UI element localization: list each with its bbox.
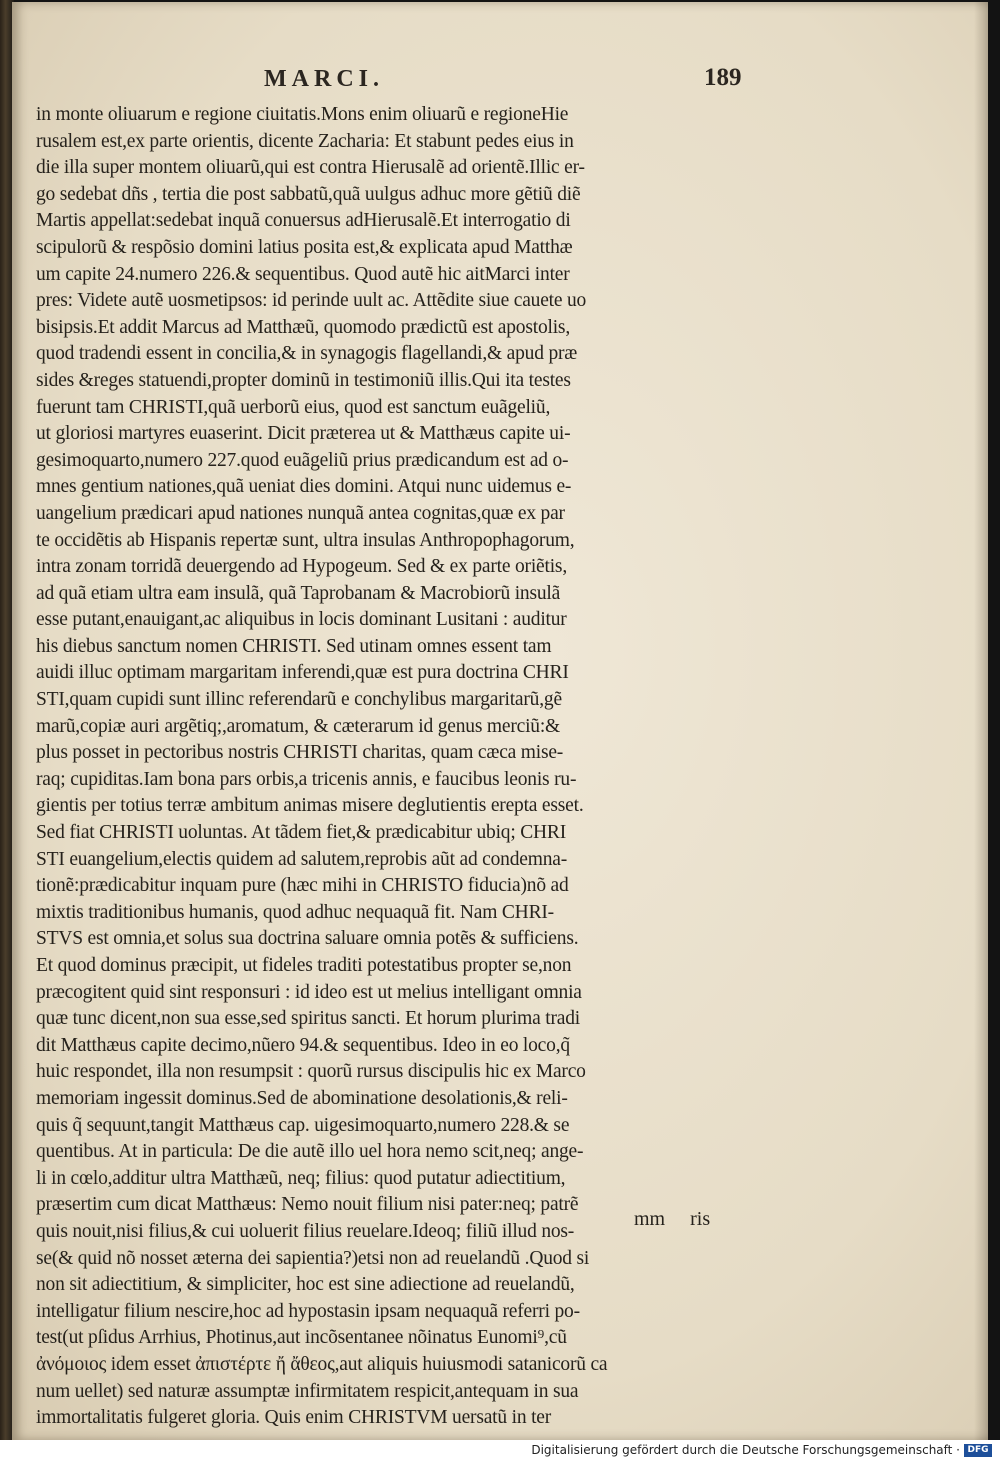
text-line: marũ,copiæ auri argẽtiq;,aromatum, & cæterarum id genus merciũ:&: [36, 715, 561, 737]
text-line: huic respondet, illa non resumpsit : quorũ rursus discipulis hic ex Marco: [36, 1061, 586, 1083]
text-line: sides &reges statuendi,propter dominũ in testimoniũ illis.Qui ita testes: [36, 369, 571, 391]
text-line: Sed fiat CHRISTI uoluntas. At tãdem fiet,& prædicabitur ubiq; CHRI: [36, 822, 567, 844]
text-line: te occidẽtis ab Hispanis repertæ sunt, ultra insulas Anthropophagorum,: [36, 529, 575, 551]
text-line: quod tradendi essent in concilia,& in synagogis flagellandi,& apud præ: [36, 343, 578, 365]
funding-note: Digitalisierung gefördert durch die Deutsche Forschungsgemeinschaft ·: [531, 1443, 960, 1457]
text-line: auidi illuc optimam margaritam inferendi,quæ est pura doctrina CHRI: [36, 662, 569, 684]
text-line: quentibus. At in particula: De die autẽ illo uel hora nemo scit,neq; ange-: [36, 1141, 584, 1163]
text-line: his diebus sanctum nomen CHRISTI. Sed utinam omnes essent tam: [36, 635, 552, 657]
book-page: [12, 2, 988, 1440]
catchword: mm ris: [634, 1208, 711, 1230]
text-line: die illa super montem oliuarũ,qui est contra Hierusalẽ ad orientẽ.Illic er-: [36, 157, 585, 179]
text-line: tionẽ:prædicabitur inquam pure (hæc mihi in CHRISTO fiducia)nõ ad: [36, 875, 569, 897]
text-line: STVS est omnia,et solus sua doctrina saluare omnia potẽs & sufficiens.: [36, 928, 579, 950]
text-line: memoriam ingessit dominus.Sed de abominatione desolationis,& reli-: [36, 1087, 568, 1109]
text-line: gientis per totius terræ ambitum animas misere deglutientis erepta esset.: [36, 795, 584, 817]
text-line: præsertim cum dicat Matthæus: Nemo nouit filium nisi pater:neq; patrẽ: [36, 1194, 579, 1216]
body-text: [36, 102, 766, 1432]
footer-bar: [0, 1440, 1000, 1462]
text-line: gesimoquarto,numero 227.quod euãgeliũ prius prædicandum est ad o-: [36, 449, 569, 471]
text-line: quis q̃ sequunt,tangit Matthæus cap. uigesimoquarto,numero 228.& se: [36, 1114, 570, 1136]
text-line: um capite 24.numero 226.& sequentibus. Quod autẽ hic aitMarci inter: [36, 263, 570, 285]
text-line: intra zonam torridã deuergendo ad Hypogeum. Sed & ex parte oriẽtis,: [36, 556, 567, 578]
text-line: go sedebat dñs , tertia die post sabbatũ,quã uulgus adhuc more gẽtiũ diẽ: [36, 183, 581, 205]
text-line: rusalem est,ex parte orientis, dicente Zacharia: Et stabunt pedes eius in: [36, 130, 574, 152]
text-line: STI euangelium,electis quidem ad salutem,reprobis aũt ad condemna-: [36, 848, 568, 870]
text-line: mixtis traditionibus humanis, quod adhuc nequaquã fit. Nam CHRI-: [36, 901, 554, 923]
text-line: raq; cupiditas.Iam bona pars orbis,a tricenis annis, e faucibus leonis ru-: [36, 768, 577, 790]
text-line: Et quod dominus præcipit, ut fideles traditi potestatibus propter se,non: [36, 955, 572, 976]
text-line: li in cœlo,additur ultra Matthæũ, neq; filius: quod putatur adiectitium,: [36, 1167, 566, 1189]
text-line: fuerunt tam CHRISTI,quã uerborũ eius, quod est sanctum euãgeliũ,: [36, 396, 551, 418]
text-line: STI,quam cupidi sunt illinc referendarũ e conchylibus margaritarũ,gẽ: [36, 689, 562, 711]
text-line: præcogitent quid sint responsuri : id ideo est ut melius intelligant omnia: [36, 981, 582, 1003]
text-line: dit Matthæus capite decimo,nũero 94.& sequentibus. Ideo in eo loco,q̃: [36, 1034, 570, 1056]
dfg-logo-icon: DFG: [964, 1444, 992, 1457]
text-line: pres: Videte autẽ uosmetipsos: id perinde uult ac. Attẽdite siue cauete uo: [36, 290, 587, 312]
text-line: ad quã etiam ultra eam insulã, quã Taprobanam & Macrobiorũ insulã: [36, 582, 561, 604]
text-line: num uellet) sed naturæ assumptæ infirmitatem respicit,antequam in sua: [36, 1380, 579, 1402]
text-line: esse putant,enauigant,ac aliquibus in locis dominant Lusitani : auditur: [36, 609, 567, 631]
text-line: bisipsis.Et addit Marcus ad Matthæũ, quomodo prædictũ est apostolis,: [36, 316, 570, 338]
text-line: immortalitatis fulgeret gloria. Quis enim CHRISTVM uersatũ in ter: [36, 1407, 552, 1429]
running-head: MARCI.: [264, 66, 384, 92]
text-line: se(& quid nõ nosset æterna dei sapientia?)etsi non ad reuelandũ .Quod si: [36, 1247, 590, 1269]
text-line: mnes gentium nationes,quã ueniat dies domini. Atqui nunc uidemus e-: [36, 476, 572, 498]
text-line: quis nouit,nisi filius,& cui uoluerit filius reuelare.Ideoq; filiũ illud nos-: [36, 1220, 575, 1242]
text-line: plus posset in pectoribus nostris CHRISTI charitas, quam cæca mise-: [36, 742, 564, 764]
text-line: Martis appellat:sedebat inquã conuersus adHierusalẽ.Et interrogatio di: [36, 210, 571, 232]
text-line: intelligatur filium nescire,hoc ad hypostasin ipsam nequaquã referri po-: [36, 1300, 580, 1322]
text-line: ἀνόμοιος idem esset ἀπιστέρτε ἤ ἄθεος,aut aliquis huiusmodi satanicorũ ca: [36, 1353, 608, 1375]
text-line: scipulorũ & respõsio domini latius posita est,& explicata apud Matthæ: [36, 236, 573, 258]
text-line: in monte oliuarum e regione ciuitatis.Mons enim oliuarũ e regioneHie: [36, 104, 569, 125]
text-line: test(ut pſidus Arrhius, Photinus,aut incõsentanee nõinatus Eunomi⁹,cũ: [36, 1327, 567, 1349]
text-line: quæ tunc dicent,non sua esse,sed spiritus sancti. Et horum plurima tradi: [36, 1008, 580, 1030]
page-edge-shadow: [974, 2, 988, 1440]
text-line: ut gloriosi martyres euaserint. Dicit præterea ut & Matthæus capite ui-: [36, 423, 571, 445]
page-number: 189: [704, 64, 742, 91]
text-line: uangelium prædicari apud nationes nunquã antea cognitas,quæ ex par: [36, 502, 565, 524]
text-line: non sit adiectitium, & simpliciter, hoc est sine adiectione ad reuelandũ,: [36, 1274, 575, 1296]
